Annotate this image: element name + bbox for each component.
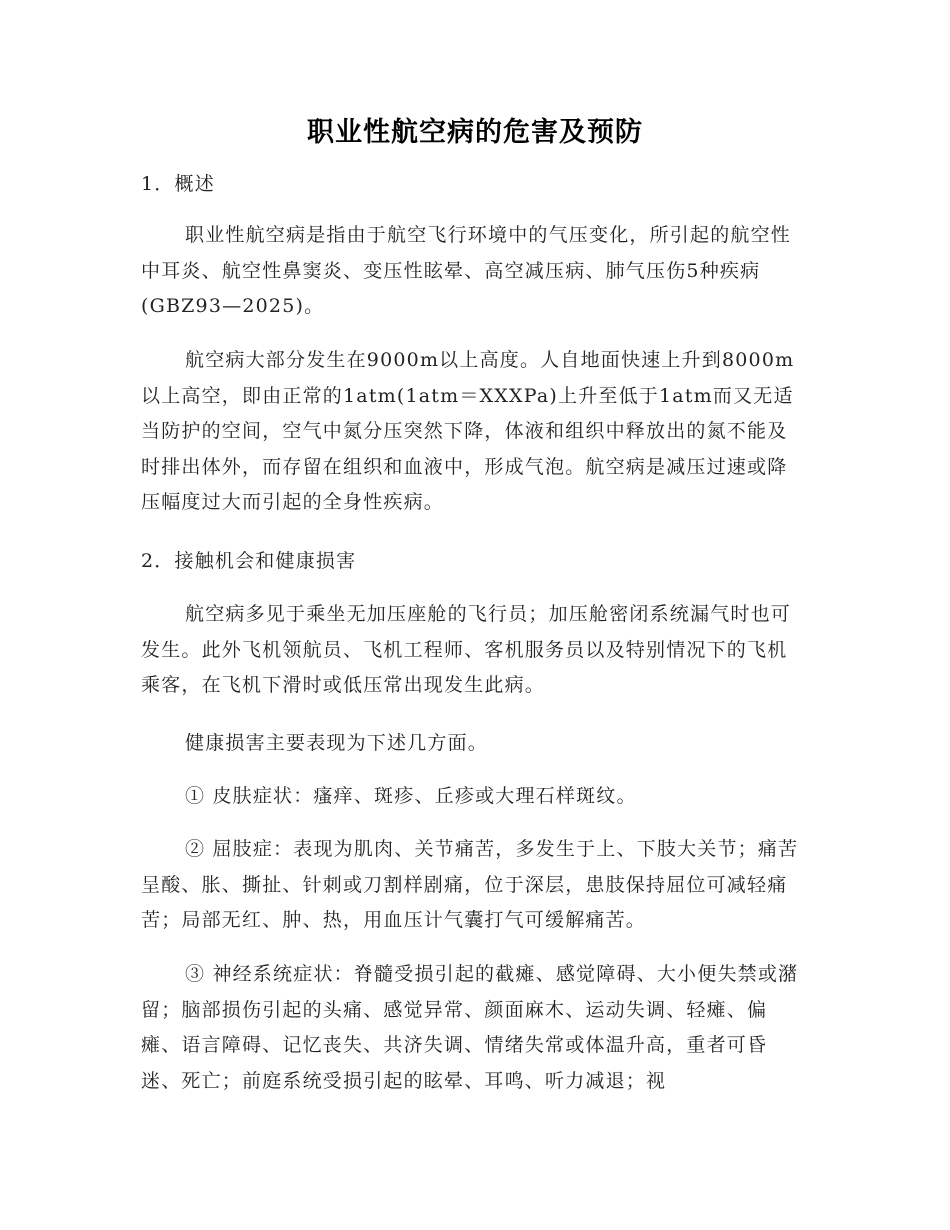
paragraph-mechanism: 航空病大部分发生在9000m以上高度。人自地面快速上升到8000m以上高空，即由正常的1atm(1atm＝XXXPa)上升至低于1atm而又无适当防护的空间，空气中氮分压突然下降，体液和组织中释放出的氮不能及时排出体外，而存留在组织和血液中，形成气泡。航空病是减压过速或降压幅度过大而引起的全身性疾病。 bbox=[141, 349, 795, 513]
paragraph-exposure: 航空病多见于乘坐无加压座舱的飞行员；加压舱密闭系统漏气时也可发生。此外飞机领航员、飞机工程师、客机服务员以及特别情况下的飞机乘客，在飞机下滑时或低压常出现发生此病。 bbox=[141, 603, 792, 696]
section-heading-exposure: 2．接触机会和健康损害 bbox=[141, 550, 357, 572]
list-item-skin-symptoms: ① 皮肤症状：瘙痒、斑疹、丘疹或大理石样斑纹。 bbox=[185, 785, 637, 807]
list-item-limb-bends: ② 屈肢症：表现为肌肉、关节痛苦，多发生于上、下肢大关节；痛苦呈酸、胀、撕扯、针刺或刀割样剧痛，位于深层，患肢保持屈位可减轻痛苦；局部无红、肿、热，用血压计气囊打气可缓解痛苦。 bbox=[141, 838, 799, 931]
paragraph-health-intro: 健康损害主要表现为下述几方面。 bbox=[185, 732, 489, 754]
list-item-nervous-symptoms: ③ 神经系统症状：脊髓受损引起的截瘫、感觉障碍、大小便失禁或潴留；脑部损伤引起的头痛、感觉异常、颜面麻木、运动失调、轻瘫、偏瘫、语言障碍、记忆丧失、共济失调、情绪失常或体温升高，重者可昏迷、死亡；前庭系统受损引起的眩晕、耳鸣、听力减退；视 bbox=[141, 963, 799, 1092]
section-heading-overview: 1．概述 bbox=[141, 173, 215, 195]
document-title: 职业性航空病的危害及预防 bbox=[307, 117, 643, 148]
paragraph-definition: 职业性航空病是指由于航空飞行环境中的气压变化，所引起的航空性中耳炎、航空性鼻窦炎、变压性眩晕、高空减压病、肺气压伤5种疾病(GBZ93—2025)。 bbox=[141, 224, 792, 317]
